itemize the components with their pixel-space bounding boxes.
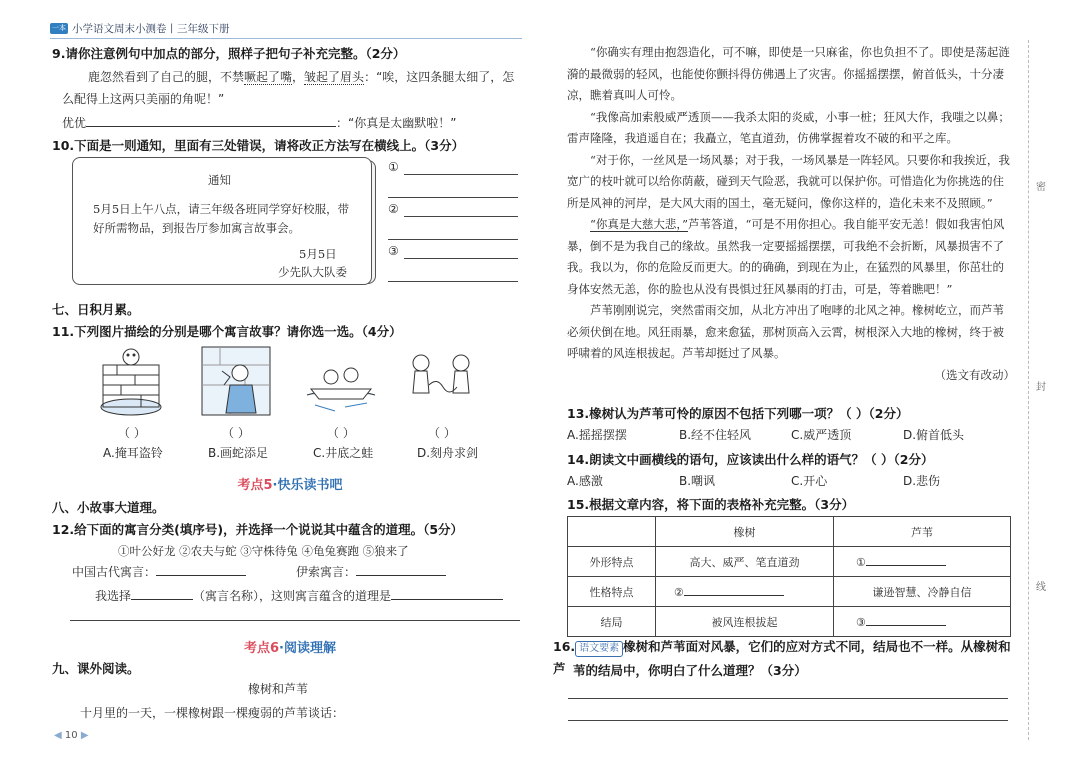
q12-ys-label: 伊索寓言： xyxy=(296,565,357,579)
underlined-quote: “你真是大慈大悲，” xyxy=(590,217,689,231)
notice-body-1: 5月5日上午八点，请三年级各班同学穿好校服，带 xyxy=(93,202,350,216)
table-blank-line[interactable] xyxy=(866,614,946,626)
q10-line-3b[interactable] xyxy=(388,281,518,282)
q10-answer-lines xyxy=(388,160,518,282)
table-cell: 性格特点 xyxy=(568,577,656,607)
kd5-dot: · xyxy=(272,478,278,493)
q10-title: 10.下面是一则通知，里面有三处错误，请将改正方法写在横线上。（3分） xyxy=(52,138,465,153)
kd6-name: 阅读理解 xyxy=(283,641,336,656)
kd5-label: 考点5 xyxy=(237,478,273,493)
q9-dotted-2: 皱起了眉头 xyxy=(304,70,365,84)
table-cell: 结局 xyxy=(568,607,656,637)
section-7-heading: 七、日积月累。 xyxy=(52,302,140,317)
q12-line[interactable] xyxy=(70,620,520,621)
next-page-icon: ▶ xyxy=(80,730,89,741)
q10-line-3a[interactable] xyxy=(404,258,518,259)
q16-line-1[interactable] xyxy=(568,698,1008,699)
notice-sign: 少先队大队委 xyxy=(278,265,347,279)
table-header-cell: 芦苇 xyxy=(834,517,1011,547)
table-blank-line[interactable] xyxy=(684,584,784,596)
article-source: （选文有改动） xyxy=(934,367,1015,382)
notice-card xyxy=(72,157,372,285)
q9-text: 鹿忽然看到了自己的腿，不禁 xyxy=(88,70,245,84)
q12-choose xyxy=(95,585,520,607)
table-header-cell: 橡树 xyxy=(656,517,834,547)
q9-text-mid: ， xyxy=(292,70,305,84)
article-first-line: 十月里的一天，一棵橡树跟一棵瘦弱的芦苇谈话： xyxy=(80,706,345,720)
table-blank-mark: ① xyxy=(856,556,866,569)
article-paragraph-4-rest: 芦苇答道，“可是不用你担心。我自能平安无恙！假如我害怕风暴，倒不是为我自己的缘故。虽然我一定要摇摇摆摆，可我绝不会折断，风暴损害不了我。我以为，你的危险反而更大。的的确确，到现在为止，在猛烈的风暴里，你茁壮的身体安然无恙，你的脸也从没有畏惧过狂风暴雨的打击，可是，等着瞧吧！” xyxy=(567,217,1005,296)
q12-cn-blank[interactable] xyxy=(156,562,246,576)
notice-body-2: 好所需物品，到报告厅参加寓言故事会。 xyxy=(93,221,300,235)
q12-reason-blank[interactable] xyxy=(391,586,503,600)
kd5-name: 快乐读书吧 xyxy=(277,478,343,493)
q11-paren-d[interactable]: （ ） xyxy=(428,426,456,440)
snake-drawing-illustration xyxy=(405,345,477,417)
prev-page-icon: ◀ xyxy=(54,730,62,741)
q11-paren-a[interactable]: （ ） xyxy=(118,426,146,440)
q13-options xyxy=(567,424,1017,446)
page-number xyxy=(54,730,89,741)
article-title: 橡树和芦苇 xyxy=(248,682,309,696)
q13-option-a[interactable]: A.摇摇摆摆 xyxy=(567,428,627,442)
header-divider xyxy=(50,38,522,39)
q10-line-1b[interactable] xyxy=(388,197,518,198)
margin-char-2: 封 xyxy=(1036,382,1046,393)
q9-dotted-1: 噘起了嘴 xyxy=(244,70,293,84)
q10-mark-1: ① xyxy=(388,160,399,174)
q16-tag-badge: 语文要素 xyxy=(575,641,623,657)
q12-categories xyxy=(72,561,512,583)
q16-text-1: 橡树和芦苇面对风暴，它们的应对方式不同，结局也不一样。从橡树和芦 xyxy=(553,639,1011,676)
q11-title: 11.下列图片描绘的分别是哪个寓言故事？请你选一选。（4分） xyxy=(52,324,402,339)
q9-example xyxy=(88,66,518,88)
q10-line-1a[interactable] xyxy=(404,174,518,175)
boat-sword-illustration xyxy=(305,345,377,417)
kd6-label: 考点6 xyxy=(243,641,280,656)
q13-option-c[interactable]: C.威严透顶 xyxy=(791,428,852,442)
table-cell-blank[interactable] xyxy=(656,577,834,607)
section-kaodian-5 xyxy=(200,474,380,493)
q11-paren-c[interactable]: （ ） xyxy=(327,426,355,440)
q13-option-d[interactable]: D.俯首低头 xyxy=(903,428,965,442)
q11-paren-b[interactable]: （ ） xyxy=(222,426,250,440)
q11-option-a: A.掩耳盗铃 xyxy=(103,446,163,460)
margin-char-3: 线 xyxy=(1036,582,1046,593)
q14-option-d[interactable]: D.悲伤 xyxy=(903,474,941,488)
article-paragraph-5: 芦苇刚刚说完，突然雷雨交加，从北方冲出了咆哮的北风之神。橡树屹立，而芦苇必须伏倒在地。风狂雨暴，愈来愈猛，那树顶高入云霄，树根深入大地的橡树，终于被呼啸着的风连根拔起。芦苇却挺过了风暴。 xyxy=(567,303,1004,360)
header-bar xyxy=(50,20,230,36)
q12-items: ①叶公好龙 ②农夫与蛇 ③守株待兔 ④龟兔赛跑 ⑤狼来了 xyxy=(118,544,409,558)
q13-option-b[interactable]: B.经不住轻风 xyxy=(679,428,752,442)
q9-text-b: ：“唉，这四条腿太细了，怎 xyxy=(364,70,515,84)
q15-table xyxy=(567,516,1011,637)
article-paragraph-2: “我像高加索般威严透顶——我杀太阳的炎威，小事一桩；狂风大作，我嗤之以鼻；雷声隆隆，我逍遥自在；我矗立，笔直道劲，仿佛掌握着攻不破的和平之库。 xyxy=(567,109,1010,145)
table-cell-blank[interactable] xyxy=(834,607,1011,637)
q9-blank[interactable] xyxy=(86,113,336,127)
article-paragraph-3: “对于你，一丝风是一场风暴；对于我，一场风暴是一阵轻风。只要你和我挨近，我宽广的枝叶就可以给你荫蔽，碰到天气险恶，我就可以保护你。可惜造化为你挑选的住所是风神的河岸，是大风大雨的国土，毫无疑问，像你这样的，造化未来不及照顾。” xyxy=(567,152,1010,210)
q12-choose-blank[interactable] xyxy=(131,586,193,600)
q9-answer xyxy=(62,112,522,134)
q16-line-2[interactable] xyxy=(568,720,1008,721)
table-blank-mark: ② xyxy=(674,586,684,599)
q10-mark-2: ② xyxy=(388,202,399,216)
q13-title: 13.橡树认为芦苇可怜的原因不包括下列哪一项？（ ）（2分） xyxy=(567,406,909,421)
q12-ys-blank[interactable] xyxy=(356,562,446,576)
header-title: 小学语文周末小测卷丨三年级下册 xyxy=(72,22,230,35)
q10-line-2b[interactable] xyxy=(388,239,518,240)
q12-cn-label: 中国古代寓言： xyxy=(72,565,157,579)
article-body xyxy=(567,42,1015,386)
table-row xyxy=(568,547,1011,577)
notice-date: 5月5日 xyxy=(299,247,337,261)
q14-options xyxy=(567,470,1017,492)
table-blank-line[interactable] xyxy=(866,554,946,566)
table-cell-blank[interactable] xyxy=(834,547,1011,577)
q9-prompt: 优优 xyxy=(62,116,87,130)
binding-fold-line xyxy=(1028,40,1029,740)
table-cell: 高大、威严、笔直道劲 xyxy=(656,547,834,577)
notice-heading: 通知 xyxy=(208,173,231,187)
bell-thief-illustration xyxy=(200,345,272,417)
q14-title: 14.朗读文中画横线的语句，应该读出什么样的语气？（ ）（2分） xyxy=(567,452,934,467)
q14-option-c[interactable]: C.开心 xyxy=(791,474,828,488)
table-row xyxy=(568,577,1011,607)
q16-text-2: 苇的结局中，你明白了什么道理？（3分） xyxy=(573,663,807,678)
q12-title: 12.给下面的寓言分类(填序号)，并选择一个说说其中蕴含的道理。（5分） xyxy=(52,522,464,537)
q16-number: 16. xyxy=(553,639,576,654)
table-header-cell xyxy=(568,517,656,547)
frog-in-well-illustration xyxy=(95,345,167,417)
article-paragraph-1: “你确实有理由抱怨造化，可不嘛，即使是一只麻雀，你也负担不了。即使是荡起涟漪的最微弱的轻风，也能使你颤抖得仿佛遇上了灾害。你摇摇摆摆，俯首低头，十分凄凉，瞧着真叫人可怜。 xyxy=(567,45,1010,102)
section-8-heading: 八、小故事大道理。 xyxy=(52,500,165,515)
kd6-dot: · xyxy=(279,641,284,656)
article-paragraph-4 xyxy=(567,214,1015,300)
q11-option-b: B.画蛇添足 xyxy=(208,446,269,460)
q14-option-b[interactable]: B.嘲讽 xyxy=(679,474,716,488)
table-header-row xyxy=(568,517,1011,547)
q10-line-2a[interactable] xyxy=(404,216,518,217)
q9-end: ：“你真是太幽默啦！” xyxy=(336,116,457,130)
q12-choose-text: （寓言名称），这则寓言蕴含的道理是 xyxy=(193,589,392,603)
table-blank-mark: ③ xyxy=(856,616,866,629)
table-cell: 谦逊智慧、冷静自信 xyxy=(834,577,1011,607)
q15-title: 15.根据文章内容，将下面的表格补充完整。（3分） xyxy=(567,497,855,512)
q10-mark-3: ③ xyxy=(388,244,399,258)
q14-option-a[interactable]: A.感激 xyxy=(567,474,603,488)
table-row xyxy=(568,607,1011,637)
section-9-heading: 九、课外阅读。 xyxy=(52,661,140,676)
section-kaodian-6 xyxy=(200,637,380,656)
page-number-text: 10 xyxy=(64,730,78,741)
q12-choose-label: 我选择 xyxy=(95,589,132,603)
table-cell: 外形特点 xyxy=(568,547,656,577)
table-cell: 被风连根拔起 xyxy=(656,607,834,637)
q11-option-c: C.井底之蛙 xyxy=(313,446,374,460)
brand-logo: 一本 xyxy=(52,23,66,32)
q11-option-d: D.刻舟求剑 xyxy=(417,446,479,460)
q9-title: 9.请你注意例句中加点的部分，照样子把句子补充完整。（2分） xyxy=(52,46,406,61)
margin-char-1: 密 xyxy=(1036,182,1046,193)
q9-example-line2: 么配得上这两只美丽的角呢！” xyxy=(62,92,225,106)
